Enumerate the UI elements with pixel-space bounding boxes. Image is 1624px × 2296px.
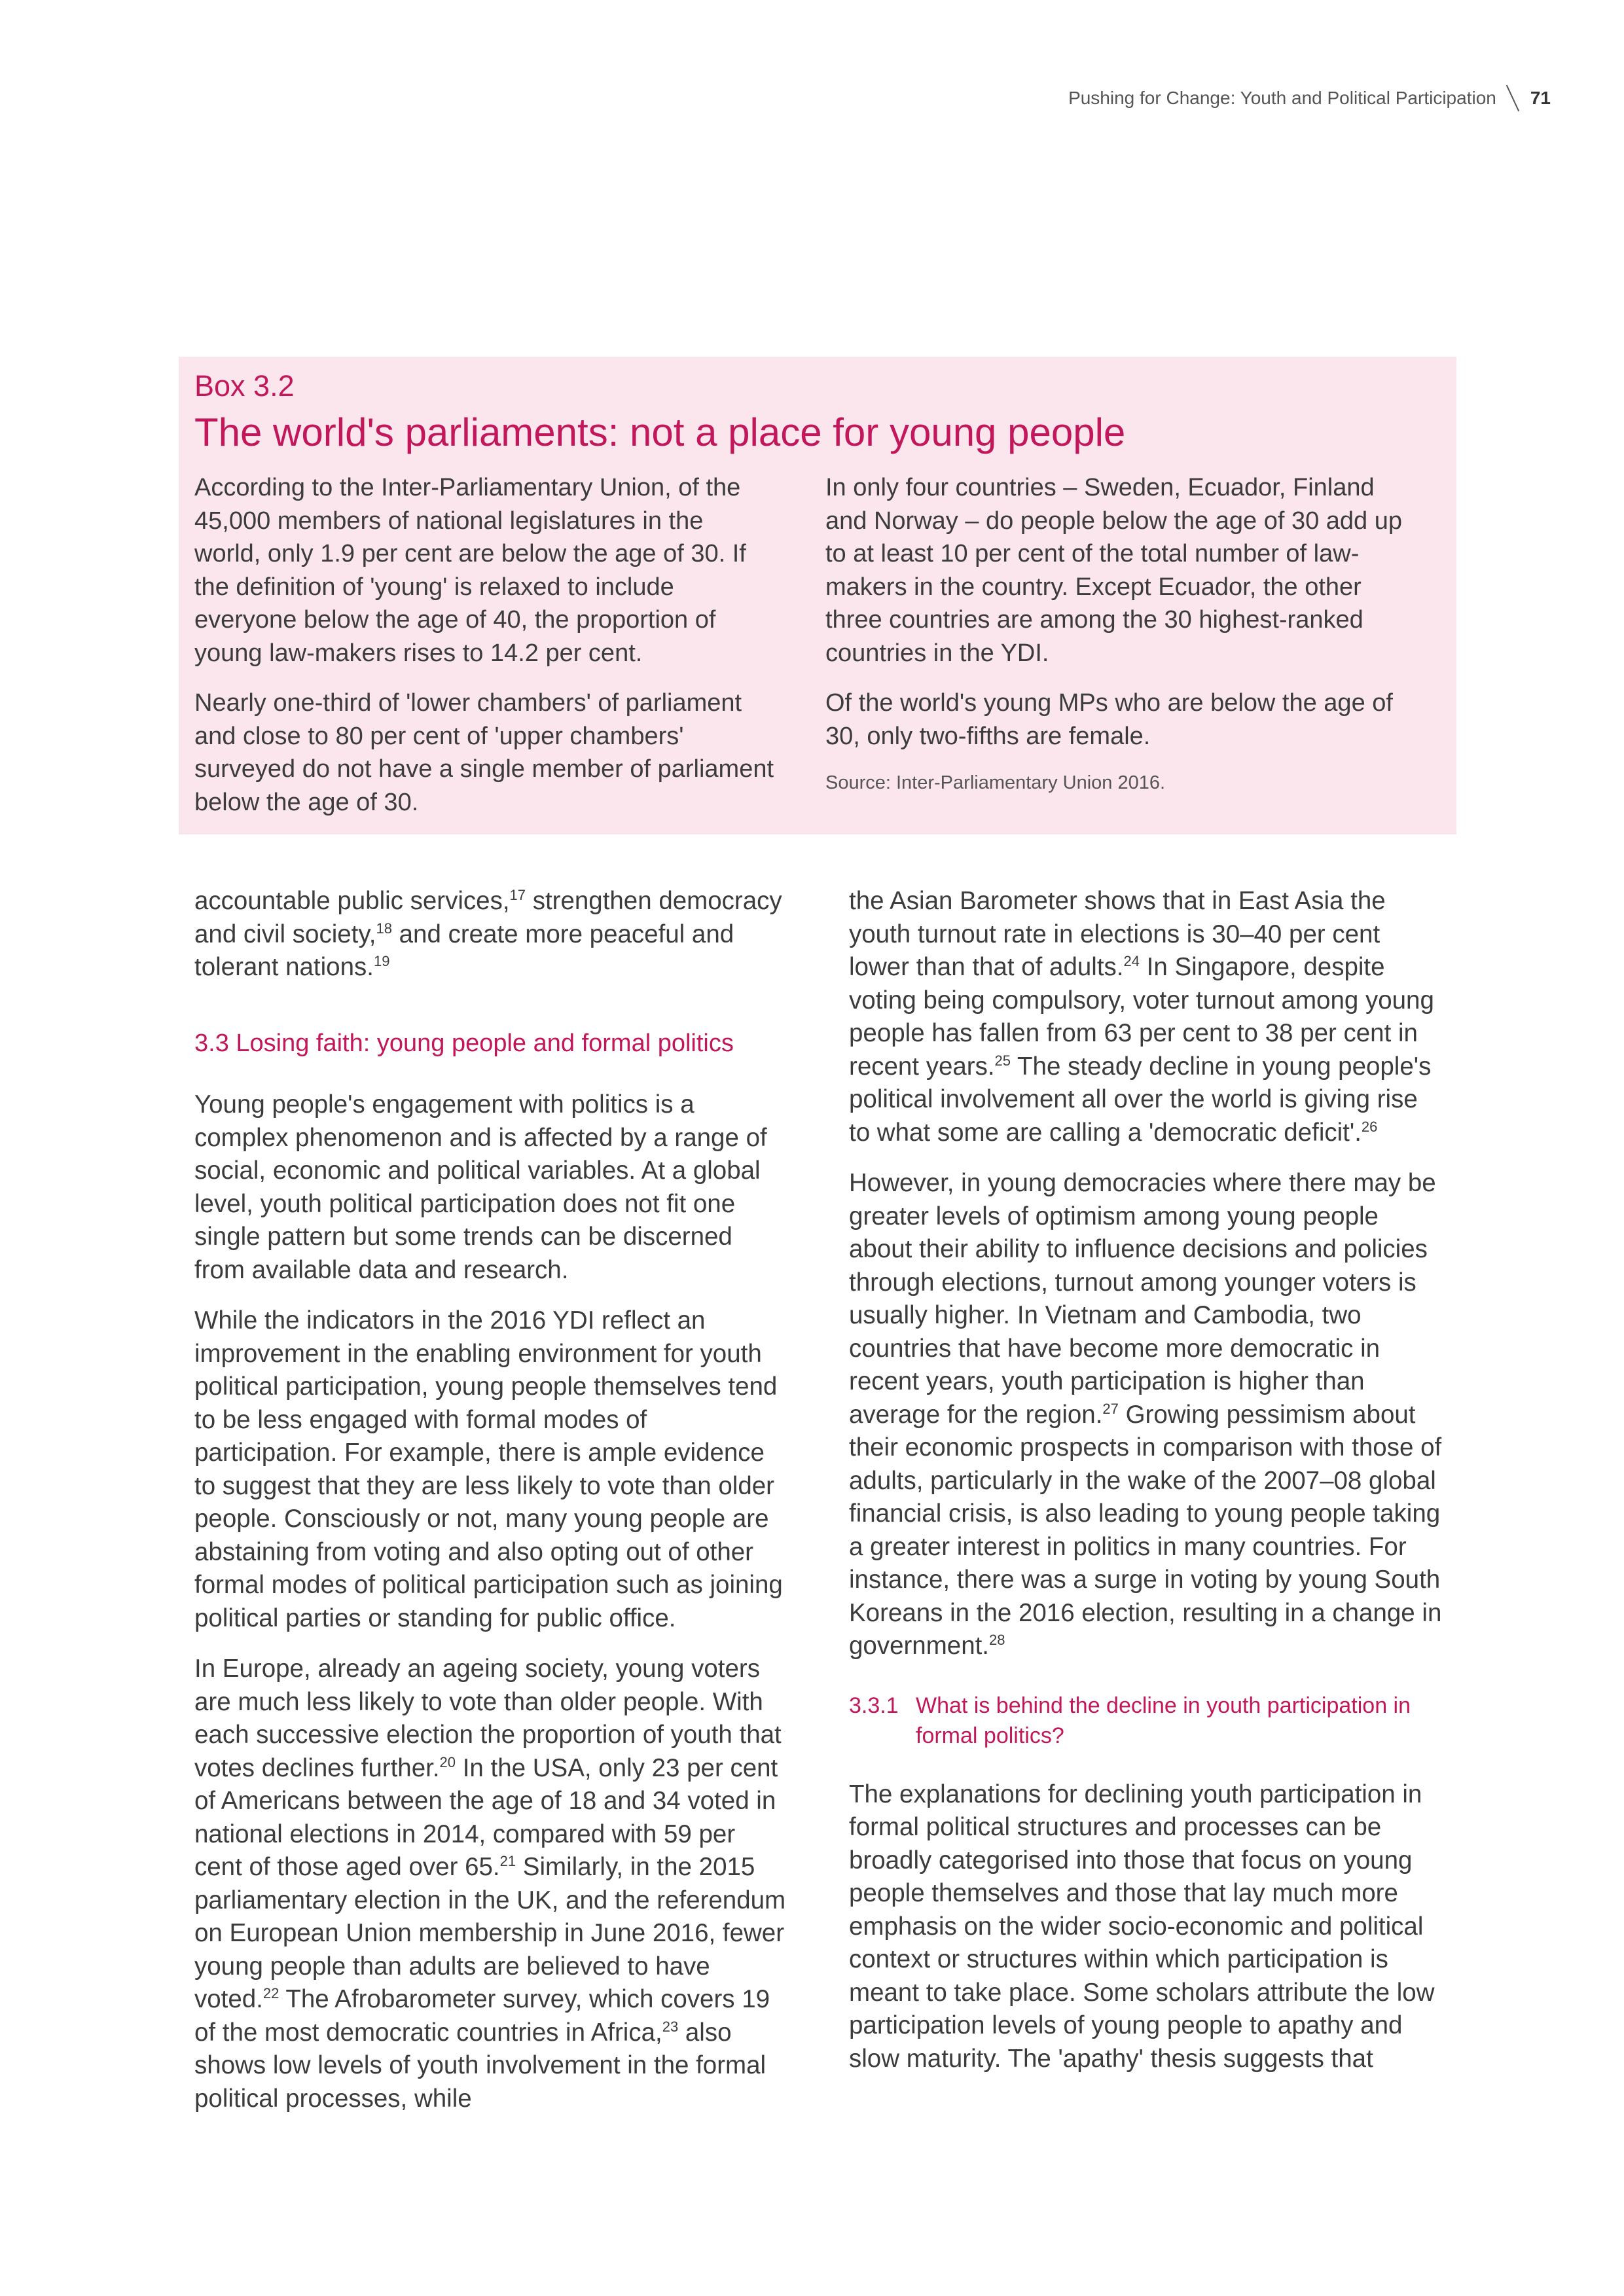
footnote-ref[interactable]: 27 <box>1102 1400 1119 1417</box>
page-number: 71 <box>1530 88 1551 108</box>
footnote-ref[interactable]: 20 <box>439 1753 456 1770</box>
box-left-column <box>194 471 774 836</box>
box-title: The world's parliaments: not a place for young people <box>194 410 1126 454</box>
paragraph: accountable public services,$^{17}$ strengthen democracy and civil society,$^{18}$ and create more peaceful and tolerant nations.$^{19}$ <box>194 887 782 981</box>
footnote-ref[interactable]: 23 <box>662 2018 679 2035</box>
header-divider <box>1506 85 1519 112</box>
footnote-ref[interactable]: 26 <box>1361 1118 1378 1135</box>
paragraph: In Europe, already an ageing society, young voters are much less likely to vote than older people. With each successive election the proportion of youth that votes declines further.$^{20}$ In the USA, only 23 per cent of Americans between the age of 18 and 34 voted in national elections in 2014, compared with 59 per cent of those aged over 65.21 Similarly, in the 2015 parliamentary election in the UK, and the referendum on European Union membership in June 2016, fewer young people than adults are believed to have voted.$^{22}$ The Afrobarometer survey, which covers 19 of the most democratic countries in Africa,$^{23}$ also shows low levels of youth involvement in the formal political processes, while <box>194 1655 786 2113</box>
box-paragraph: According to the Inter-Parliamentary Union, of the 45,000 members of national legislatures in the world, only 1.9 per cent are below the age of 30. If the definition of 'young' is relaxed to include everyone below the age of 40, the proportion of young law-makers rises to 14.2 per cent. <box>194 474 746 667</box>
box-paragraph: Nearly one-third of 'lower chambers' of parliament and close to 80 per cent of 'upper chambers' surveyed do not have a single member of parliament below the age of 30. <box>194 689 774 816</box>
footnote-ref[interactable]: 28 <box>989 1632 1005 1649</box>
footnote-ref[interactable]: 17 <box>509 887 526 904</box>
paragraph: Young people's engagement with politics is a complex phenomenon and is affected by a range of social, economic and political variables. At a global level, youth political participation does not fit one single pattern but some trends can be discerned from available data and research. <box>194 1090 767 1284</box>
section-heading: 3.3 Losing faith: young people and formal politics <box>194 1029 734 1057</box>
running-header <box>1068 84 1551 113</box>
box-columns <box>194 471 1441 836</box>
box-label: Box 3.2 <box>194 369 295 403</box>
paragraph: The explanations for declining youth participation in formal political structures and processes can be broadly categorised into those that focus on young people themselves and those that lay much more emphasis on the wider socio-economic and political context or structures within which participation is meant to take place. Some scholars attribute the low participation levels of young people to apathy and slow maturity. The 'apathy' thesis suggests that <box>849 1780 1435 2073</box>
box-paragraph: Of the world's young MPs who are below the age of 30, only two-fifths are female. <box>825 689 1393 750</box>
box-paragraph: In only four countries – Sweden, Ecuador, Finland and Norway – do people below the age of 30 add up to at least 10 per cent of the total number of law-makers in the country. Except Ecuador, the other three countries are among the 30 highest-ranked countries in the YDI. <box>825 474 1402 667</box>
footnote-ref[interactable]: 21 <box>499 1853 516 1870</box>
paragraph: However, in young democracies where there may be greater levels of optimism among young people about their ability to influence decisions and policies through elections, turnout among younger voters is usually higher. In Vietnam and Cambodia, two countries that have become more democratic in recent years, youth participation is higher than average for the region.$^{27}$ Growing pessimism about their economic prospects in comparison with those of adults, particularly in the wake of the 2007–08 global financial crisis, is also leading to young people taking a greater interest in politics in many countries. For instance, there was a surge in voting by young South Koreans in the 2016 election, resulting in a change in government.$^{28}$ <box>849 1169 1442 1660</box>
box-source: Source: Inter-Parliamentary Union 2016. <box>825 772 1166 793</box>
subsection-title: What is behind the decline in youth participation in formal politics? <box>916 1693 1411 1748</box>
footnote-ref[interactable]: 18 <box>376 920 392 937</box>
main-body <box>194 885 1442 2133</box>
left-column <box>194 885 787 2133</box>
box-right-column <box>825 471 1405 836</box>
subsection-number: 3.3.1 <box>849 1693 899 1718</box>
box-3-2 <box>179 357 1456 834</box>
paragraph: the Asian Barometer shows that in East Asia the youth turnout rate in elections is 30–40 per cent lower than that of adults.$^{24}$ In Singapore, despite voting being compulsory, voter turnout among young people has fallen from 63 per cent to 38 per cent in recent years.$^{25}$ The steady decline in young people's political involvement all over the world is giving rise to what some are calling a 'democratic deficit'.$^{26}$ <box>849 887 1434 1147</box>
paragraph: While the indicators in the 2016 YDI reflect an improvement in the enabling environment for youth political participation, young people themselves tend to be less engaged with formal modes of participation. For example, there is ample evidence to suggest that they are less likely to vote than older people. Consciously or not, many young people are abstaining from voting and also opting out of other formal modes of political participation such as joining political parties or standing for public office. <box>194 1306 783 1632</box>
footnote-ref[interactable]: 22 <box>262 1985 280 2002</box>
subsection-heading <box>849 1691 1442 1751</box>
right-column <box>849 885 1442 2133</box>
footnote-ref[interactable]: 25 <box>994 1052 1011 1069</box>
running-title: Pushing for Change: Youth and Political Participation <box>1068 88 1496 108</box>
footnote-ref[interactable]: 19 <box>373 953 390 970</box>
footnote-ref[interactable]: 24 <box>1123 953 1140 970</box>
